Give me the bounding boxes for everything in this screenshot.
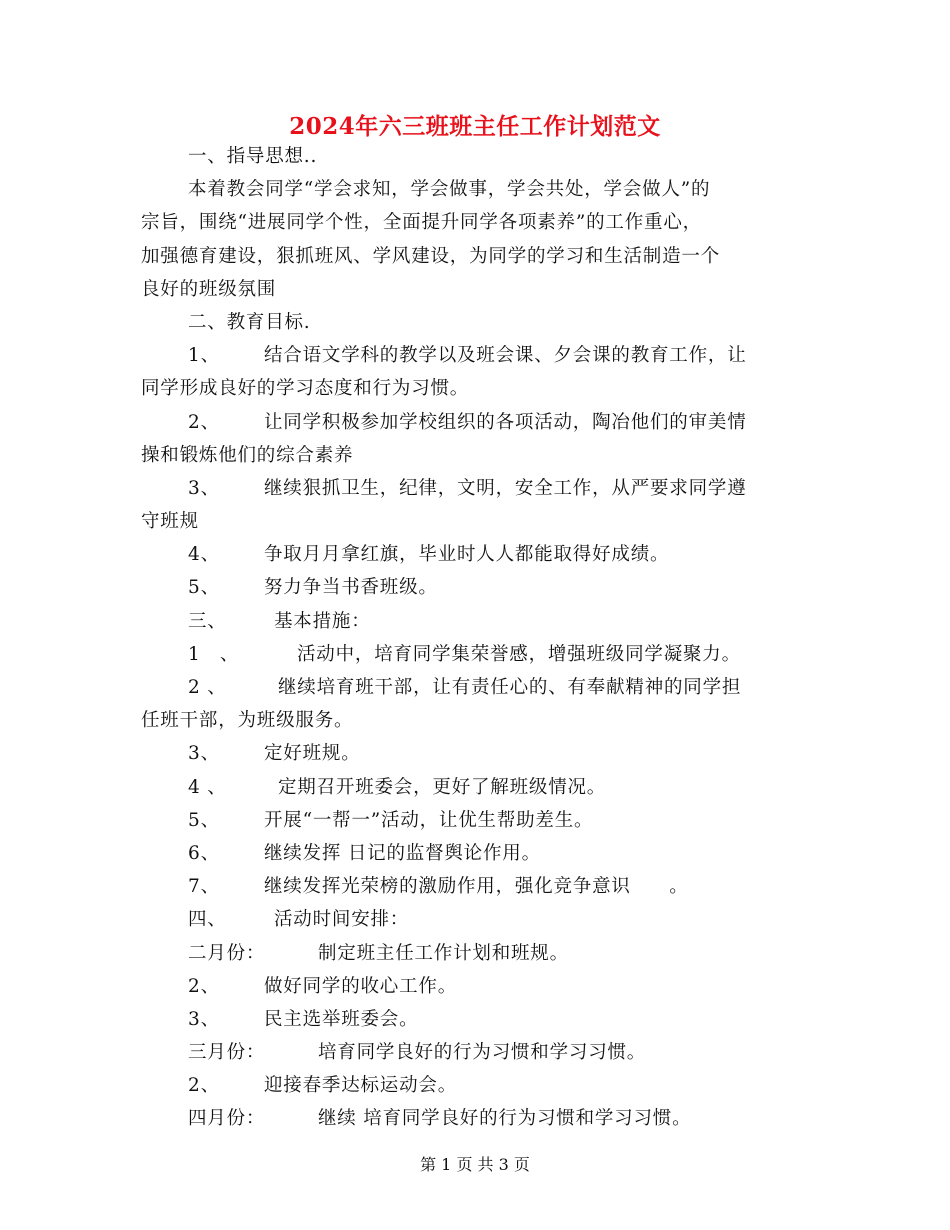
item-number: 1 、 xyxy=(188,643,240,665)
line-text: 民主选举班委会。 xyxy=(264,1008,419,1030)
line-text: 良好的班级氛围 xyxy=(141,278,277,300)
line-text: 任班干部，为班级服务。 xyxy=(141,710,354,732)
paragraph-line xyxy=(141,571,821,604)
paragraph-line xyxy=(141,538,821,571)
paragraph-line xyxy=(141,605,821,638)
line-text: 继续发挥 日记的监督舆论作用。 xyxy=(264,842,541,864)
line-text: 争取月月拿红旗，毕业时人人都能取得好成绩。 xyxy=(264,544,670,566)
line-text: 活动中，培育同学集荣誉感，增强班级同学凝聚力。 xyxy=(297,643,741,665)
paragraph-line xyxy=(141,173,821,206)
document-title: 2024年六三班班主任工作计划范文 xyxy=(289,113,661,140)
paragraph-line xyxy=(141,671,821,704)
paragraph-line xyxy=(141,937,821,970)
line-text: 一、指导思想.. xyxy=(188,146,318,167)
paragraph-line xyxy=(141,1102,821,1135)
item-number: 5、 xyxy=(188,577,220,599)
item-number: 二月份： xyxy=(188,942,266,964)
paragraph-line xyxy=(141,306,821,339)
item-number: 2 、 xyxy=(188,677,227,698)
document-body xyxy=(141,140,821,1136)
line-text: 继续狠抓卫生，纪律，文明，安全工作，从严要求同学遵 xyxy=(264,477,747,499)
paragraph-line xyxy=(141,140,821,173)
line-text: 宗旨，围绕“进展同学个性，全面提升同学各项素养”的工作重心， xyxy=(141,212,702,234)
line-text: 继续 培育同学良好的行为习惯和学习习惯。 xyxy=(318,1108,692,1130)
line-text: 继续发挥光荣榜的激励作用，强化竞争意识 。 xyxy=(264,876,689,898)
paragraph-line xyxy=(141,505,821,538)
item-number: 3、 xyxy=(188,1008,220,1030)
line-text: 本着教会同学“学会求知，学会做事，学会共处，学会做人”的 xyxy=(188,179,711,201)
paragraph-line xyxy=(141,804,821,837)
item-number: 三月份： xyxy=(188,1042,266,1064)
line-text: 培育同学良好的行为习惯和学习习惯。 xyxy=(318,1042,647,1064)
paragraph-line xyxy=(141,837,821,870)
line-text: 二、教育目标. xyxy=(188,311,311,333)
line-text: 同学形成良好的学习态度和行为习惯。 xyxy=(141,378,470,400)
line-text: 努力争当书香班级。 xyxy=(264,577,438,599)
line-text: 定期召开班委会，更好了解班级情况。 xyxy=(278,776,607,798)
item-number: 2、 xyxy=(188,975,220,997)
paragraph-line xyxy=(141,903,821,936)
item-number: 三、 xyxy=(188,610,227,632)
paragraph-line xyxy=(141,439,821,472)
item-number: 四月份： xyxy=(188,1108,266,1130)
paragraph-line xyxy=(141,771,821,804)
item-number: 5、 xyxy=(188,809,220,831)
paragraph-line xyxy=(141,1036,821,1069)
paragraph-line xyxy=(141,372,821,405)
paragraph-line xyxy=(141,339,821,372)
item-number: 3、 xyxy=(188,743,220,765)
line-text: 继续培育班干部，让有责任心的、有奉献精神的同学担 xyxy=(278,677,742,698)
paragraph-line xyxy=(141,1069,821,1102)
paragraph-line xyxy=(141,870,821,903)
paragraph-line xyxy=(141,206,821,239)
page-footer: 第 1 页 共 3 页 xyxy=(420,1155,530,1174)
paragraph-line xyxy=(141,1003,821,1036)
line-text: 开展“一帮一”活动，让优生帮助差生。 xyxy=(264,809,594,831)
item-number: 四、 xyxy=(188,909,227,931)
line-text: 加强德育建设，狠抓班风、学风建设，为同学的学习和生活制造一个 xyxy=(141,245,721,267)
line-text: 做好同学的收心工作。 xyxy=(264,975,458,997)
item-number: 1、 xyxy=(188,345,220,367)
paragraph-line xyxy=(141,406,821,439)
item-number: 4 、 xyxy=(188,776,227,798)
item-number: 2、 xyxy=(188,1075,220,1097)
line-text: 制定班主任工作计划和班规。 xyxy=(318,942,569,964)
line-text: 让同学积极参加学校组织的各项活动，陶冶他们的审美情 xyxy=(264,411,747,433)
line-text: 定好班规。 xyxy=(264,743,361,765)
line-text: 活动时间安排： xyxy=(274,909,410,931)
item-number: 2、 xyxy=(188,411,220,433)
line-text: 操和锻炼他们的综合素养 xyxy=(141,444,354,466)
paragraph-line xyxy=(141,970,821,1003)
paragraph-line xyxy=(141,737,821,770)
line-text: 迎接春季达标运动会。 xyxy=(264,1075,458,1097)
paragraph-line xyxy=(141,472,821,505)
line-text: 基本措施： xyxy=(274,610,371,632)
line-text: 守班规 xyxy=(141,511,199,533)
paragraph-line xyxy=(141,704,821,737)
item-number: 4、 xyxy=(188,544,220,566)
paragraph-line xyxy=(141,273,821,306)
item-number: 7、 xyxy=(188,876,220,898)
paragraph-line xyxy=(141,240,821,273)
item-number: 6、 xyxy=(188,842,220,864)
line-text: 结合语文学科的教学以及班会课、夕会课的教育工作，让 xyxy=(264,345,747,367)
item-number: 3、 xyxy=(188,477,220,499)
paragraph-line xyxy=(141,638,821,671)
